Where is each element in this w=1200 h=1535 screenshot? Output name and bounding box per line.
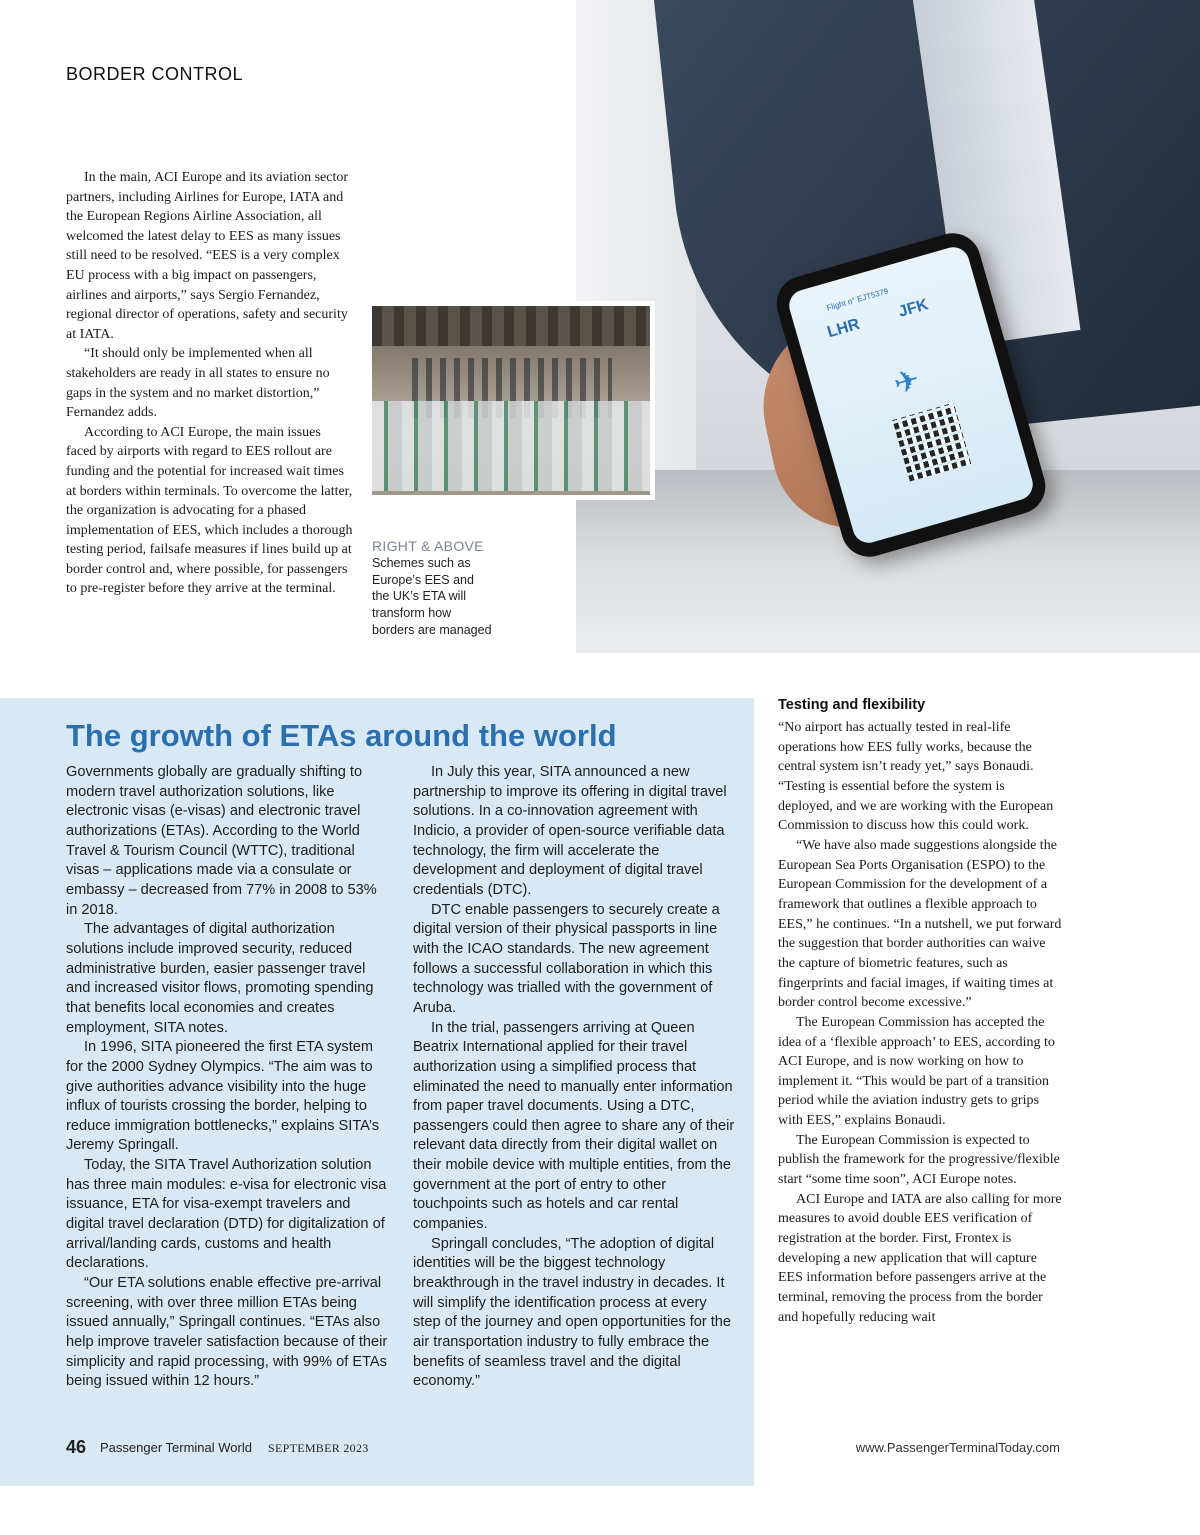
- flight-number: Flight n° EJT5379: [825, 286, 890, 313]
- paragraph: “Our ETA solutions enable effective pre-arrival screening, with over three million ETAs being issued annually,” Springall continues. “ETAs also help improve traveler satisfaction because of their simplicity and rapid processing, with 99% of ETAs being issued within 12 hours.”: [66, 1275, 388, 1390]
- destination-code: JFK: [896, 296, 931, 321]
- paragraph: “No airport has actually tested in real-life operations how EES fully works, because the central system isn’t ready yet,” says Bonaudi. “Testing is essential before the system is deployed, and we are working with the European Commission to discuss how this could work.: [778, 720, 1054, 834]
- website-link[interactable]: www.PassengerTerminalToday.com: [855, 1440, 1060, 1455]
- body-column-top: [66, 168, 353, 599]
- paragraph: “We have also made suggestions alongside the European Sea Ports Organisation (ESPO) to the European Commission for the development of a framework that outlines a flexible approach to EES,” he continues. “In a nutshell, we put forward the suggestion that border authorities can waive the capture of biometric features, such as fingerprints and facial images, if waiting times at border control become excessive.”: [778, 837, 1062, 1011]
- paragraph: DTC enable passengers to securely create a digital version of their physical passports in line with the ICAO standards. The new agreement follows a successful collaboration in which this technology was trialled with the government of Aruba.: [413, 901, 720, 1016]
- paragraph: In the main, ACI Europe and its aviation sector partners, including Airlines for Europe, IATA and the European Regions Airline Association, all welcomed the latest delay to EES as many issues still need to be resolved. “EES is a very complex EU process with a big impact on passengers, airlines and airports,” says Sergio Fernandez, regional director of operations, safety and security at IATA.: [66, 170, 348, 342]
- body-column-right: [778, 718, 1063, 1327]
- paragraph: Governments globally are gradually shifting to modern travel authorization solutions, like electronic visas (e-visas) and electronic travel authorizations (ETAs). According to the World Travel & Tourism Council (WTTC), traditional visas – applications made via a consulate or embassy – decreased from 77% in 2008 to 53% in 2018.: [66, 764, 377, 918]
- paragraph: ACI Europe and IATA are also calling for more measures to avoid double EES verification of registration at the border. First, Frontex is developing a new application that will capture EES information before passengers arrive at the terminal, removing the process from the border and hopefully reducing wait: [778, 1191, 1062, 1325]
- caption-body: Schemes such as Europe’s EES and the UK’s ETA will transform how borders are managed: [372, 556, 492, 637]
- paragraph: In July this year, SITA announced a new partnership to improve its offering in digital travel solutions. In a co-innovation agreement with Indicio, a provider of open-source verifiable data technology, the firm will accelerate the development and deployment of digital travel credentials (DTC).: [413, 764, 727, 898]
- paragraph: According to ACI Europe, the main issues faced by airports with regard to EES rollout are funding and the potential for increased wait times at borders within terminals. To overcome the latter, the organization is advocating for a phased implementation of EES, which includes a thorough testing period, failsafe measures if lines build up at border control and, where possible, for passengers to pre-register before they arrive at the terminal.: [66, 424, 353, 597]
- paragraph: The European Commission is expected to publish the framework for the progressive/flexible start “some time soon”, ACI Europe notes.: [778, 1132, 1060, 1188]
- hero-photo: [576, 0, 1200, 653]
- plane-icon: ✈: [890, 362, 924, 402]
- photo-caption: [372, 538, 492, 639]
- paragraph: The advantages of digital authorization solutions include improved security, reduced administrative burden, easier passenger travel and increased visitor flows, promoting spending that benefits local economies and creates employment, SITA notes.: [66, 921, 374, 1036]
- origin-code: LHR: [825, 315, 862, 342]
- box-title: The growth of ETAs around the world: [66, 718, 617, 753]
- box-column-right: [413, 763, 735, 1392]
- section-label: BORDER CONTROL: [66, 64, 244, 84]
- paragraph: Today, the SITA Travel Authorization solution has three main modules: e-visa for electronic visa issuance, ETA for visa-exempt travelers and digital travel declaration (DTD) for digitalization of arrival/landing cards, customs and health declarations.: [66, 1157, 387, 1272]
- publication-name: Passenger Terminal World: [100, 1440, 252, 1455]
- box-column-left: [66, 763, 388, 1392]
- page-number: 46: [66, 1437, 87, 1457]
- paragraph: Springall concludes, “The adoption of digital identities will be the biggest technology breakthrough in the travel industry in decades. It will simplify the identification process at every step of the journey and open opportunities for the air transportation industry to fully embrace the benefits of seamless travel and the digital economy.”: [413, 1235, 732, 1390]
- qr-code-icon: [892, 403, 971, 482]
- paragraph: In the trial, passengers arriving at Queen Beatrix International applied for their travel authorization using a simplified process that eliminated the need to manually enter information from paper travel documents. Using a DTC, passengers could then agree to share any of their relevant data directly from their digital wallet on their mobile device with multiple entities, from the government at the port of entry to other touchpoints such as hotels and car rental companies.: [413, 1019, 735, 1233]
- caption-head: RIGHT & ABOVE: [372, 538, 484, 554]
- issue-date: SEPTEMBER 2023: [268, 1441, 369, 1455]
- inset-photo-egates: [367, 301, 655, 500]
- paragraph: In 1996, SITA pioneered the first ETA system for the 2000 Sydney Olympics. “The aim was to give authorities advance visibility into the huge influx of tourists crossing the border, helping to reduce immigration bottlenecks,” explains SITA’s Jeremy Springall.: [66, 1039, 380, 1154]
- subheading: Testing and flexibility: [778, 697, 926, 713]
- paragraph: The European Commission has accepted the idea of a ‘flexible approach’ to EES, according to ACI Europe, and is now working on how to implement it. “This would be part of a transition period while the aviation industry gets to grips with EES,” explains Bonaudi.: [778, 1014, 1055, 1129]
- paragraph: “It should only be implemented when all stakeholders are ready in all states to ensure no gaps in the system and no market distortion,” Fernandez adds.: [66, 346, 330, 421]
